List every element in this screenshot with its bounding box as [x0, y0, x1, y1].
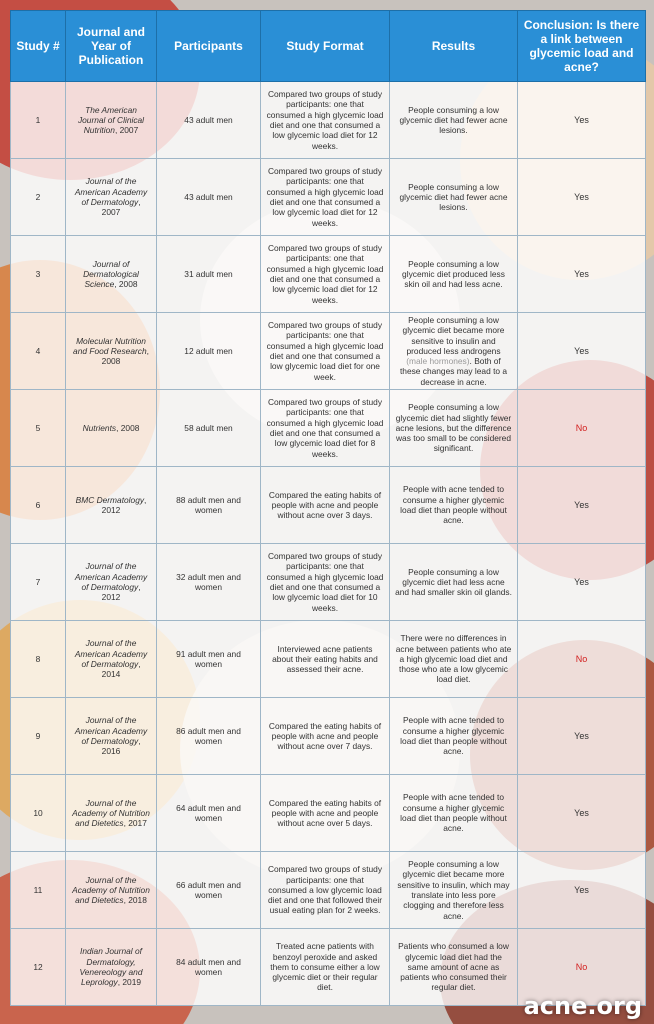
study-number-cell: 9 — [11, 698, 66, 775]
study-number-cell: 3 — [11, 236, 66, 313]
conclusion-cell: Yes — [518, 698, 646, 775]
table-row — [11, 775, 646, 852]
participants-cell: 91 adult men and women — [157, 621, 261, 698]
journal-cell — [66, 621, 157, 698]
table-row — [11, 313, 646, 390]
conclusion-cell: Yes — [518, 82, 646, 159]
study-format-cell: Compared the eating habits of people with acne and people without acne over 7 days. — [261, 698, 390, 775]
conclusion-cell: Yes — [518, 544, 646, 621]
header-participants: Participants — [157, 11, 261, 82]
study-format-cell: Compared two groups of study participants: one that consumed a high glycemic load diet and one that consumed a low glycemic load diet for 12 weeks. — [261, 159, 390, 236]
journal-name: Journal of the American Academy of Dermatology — [74, 176, 148, 207]
results-cell — [390, 929, 518, 1006]
conclusion-cell: Yes — [518, 159, 646, 236]
journal-name: Journal of the Academy of Nutrition and Dietetics — [72, 797, 150, 829]
journal-year: , 2016 — [101, 736, 141, 757]
journal-cell — [66, 313, 157, 390]
study-number-cell: 4 — [11, 313, 66, 390]
journal-year: , 2008 — [116, 422, 140, 433]
journal-name: Molecular Nutrition and Food Research — [73, 335, 147, 356]
results-text: People consuming a low glycemic diet became more sensitive to insulin, which may translate into less pore clogging and therefore less acne. — [397, 859, 510, 921]
journal-cell — [66, 236, 157, 313]
header-study-number: Study # — [11, 11, 66, 82]
journal-name: Journal of the Academy of Nutrition and Dietetics — [72, 874, 150, 906]
journal-year: , 2012 — [101, 582, 141, 603]
results-text: There were no differences in acne between patients who ate a high glycemic load diet and those who ate a low glycemic load diet. — [395, 633, 512, 685]
results-text: People consuming a low glycemic diet had slightly fewer acne lesions, but the difference was too small to be considered significant. — [395, 402, 512, 454]
journal-cell — [66, 82, 157, 159]
results-text-continued: . Both of these changes may lead to a decrease in acne. — [399, 356, 508, 387]
journal-name: Journal of the American Academy of Dermatology — [74, 638, 148, 669]
study-number-cell: 11 — [11, 852, 66, 929]
results-text: People with acne tended to consume a higher glycemic load diet than people without acne. — [400, 715, 507, 757]
table-row — [11, 82, 646, 159]
study-number-cell: 12 — [11, 929, 66, 1006]
table-row — [11, 236, 646, 313]
results-text: People consuming a low glycemic diet became more sensitive to insulin and produced less androgens — [402, 314, 505, 356]
results-cell — [390, 852, 518, 929]
participants-cell: 43 adult men — [157, 159, 261, 236]
results-text: People with acne tended to consume a higher glycemic load diet than people without acne. — [400, 792, 507, 834]
participants-cell: 88 adult men and women — [157, 467, 261, 544]
journal-cell — [66, 852, 157, 929]
journal-cell — [66, 159, 157, 236]
journal-name: Nutrients — [82, 422, 117, 433]
results-cell — [390, 159, 518, 236]
journal-name: The American Journal of Clinical Nutrition — [77, 104, 145, 136]
journal-name: Journal of Dermatological Science — [83, 258, 139, 290]
journal-year: , 2014 — [101, 659, 141, 680]
results-text: People consuming a low glycemic diet had less acne and had smaller skin oil glands. — [395, 566, 512, 598]
results-cell — [390, 467, 518, 544]
conclusion-cell: Yes — [518, 467, 646, 544]
journal-name: BMC Dermatology — [75, 494, 145, 505]
journal-cell — [66, 698, 157, 775]
study-format-cell: Compared two groups of study participants: one that consumed a high glycemic load diet and one that consumed a low glycemic load diet for 12 weeks. — [261, 82, 390, 159]
results-cell — [390, 775, 518, 852]
participants-cell: 84 adult men and women — [157, 929, 261, 1006]
conclusion-cell: No — [518, 390, 646, 467]
results-cell — [390, 621, 518, 698]
conclusion-cell: Yes — [518, 852, 646, 929]
study-format-cell: Compared two groups of study participants: one that consumed a low glycemic load diet and one that followed their usual eating plan for 2 weeks. — [261, 852, 390, 929]
table-header-row — [11, 11, 646, 82]
participants-cell: 43 adult men — [157, 82, 261, 159]
study-format-cell: Treated acne patients with benzoyl peroxide and asked them to consume either a low glycemic diet or their regular diet. — [261, 929, 390, 1006]
studies-table — [10, 10, 646, 1006]
journal-cell — [66, 775, 157, 852]
results-text: People consuming a low glycemic diet had fewer acne lesions. — [399, 181, 508, 213]
conclusion-cell: Yes — [518, 313, 646, 390]
conclusion-cell: No — [518, 621, 646, 698]
participants-cell: 32 adult men and women — [157, 544, 261, 621]
journal-year: , 2012 — [101, 494, 147, 515]
study-number-cell: 2 — [11, 159, 66, 236]
conclusion-cell: Yes — [518, 236, 646, 313]
results-text: People with acne tended to consume a higher glycemic load diet than people without acne. — [400, 484, 507, 526]
journal-name: Indian Journal of Dermatology, Venereology and Leprology — [79, 946, 143, 988]
table-row — [11, 544, 646, 621]
study-number-cell: 8 — [11, 621, 66, 698]
journal-name: Journal of the American Academy of Dermatology — [74, 715, 148, 746]
results-cell — [390, 698, 518, 775]
table-row — [11, 159, 646, 236]
participants-cell: 58 adult men — [157, 390, 261, 467]
results-text: People consuming a low glycemic diet produced less skin oil and had less acne. — [402, 258, 505, 290]
conclusion-cell: No — [518, 929, 646, 1006]
journal-cell — [66, 467, 157, 544]
table-row — [11, 621, 646, 698]
conclusion-cell: Yes — [518, 775, 646, 852]
journal-cell — [66, 929, 157, 1006]
acne-org-logo: acne.org — [523, 992, 642, 1020]
results-cell — [390, 390, 518, 467]
study-number-cell: 5 — [11, 390, 66, 467]
study-format-cell: Compared two groups of study participants: one that consumed a high glycemic load diet and one that consumed a low glycemic load diet for one week. — [261, 313, 390, 390]
participants-cell: 64 adult men and women — [157, 775, 261, 852]
participants-cell: 86 adult men and women — [157, 698, 261, 775]
study-format-cell: Compared two groups of study participants: one that consumed a high glycemic load diet and one that consumed a low glycemic load diet for 10 weeks. — [261, 544, 390, 621]
journal-year: , 2017 — [123, 818, 147, 829]
study-format-cell: Compared two groups of study participants: one that consumed a high glycemic load diet and one that consumed a low glycemic load diet for 8 weeks. — [261, 390, 390, 467]
results-note: (male hormones) — [406, 356, 470, 367]
study-format-cell: Compared two groups of study participants: one that consumed a high glycemic load diet and one that consumed a low glycemic load diet for 12 weeks. — [261, 236, 390, 313]
header-conclusion: Conclusion: Is there a link between glycemic load and acne? — [518, 11, 646, 82]
journal-cell — [66, 544, 157, 621]
journal-year: , 2018 — [123, 895, 147, 906]
table-row — [11, 852, 646, 929]
results-cell — [390, 544, 518, 621]
study-number-cell: 7 — [11, 544, 66, 621]
journal-cell — [66, 390, 157, 467]
journal-year: , 2007 — [114, 125, 139, 136]
results-text: Patients who consumed a low glycemic load diet had the same amount of acne as patients who consumed their regular diet. — [398, 941, 509, 993]
study-number-cell: 6 — [11, 467, 66, 544]
participants-cell: 12 adult men — [157, 313, 261, 390]
header-results: Results — [390, 11, 518, 82]
journal-year: , 2007 — [101, 197, 141, 218]
participants-cell: 66 adult men and women — [157, 852, 261, 929]
header-study-format: Study Format — [261, 11, 390, 82]
journal-year: , 2019 — [117, 977, 142, 988]
journal-year: , 2008 — [101, 345, 149, 367]
study-number-cell: 10 — [11, 775, 66, 852]
journal-name: Journal of the American Academy of Dermatology — [74, 561, 148, 592]
results-cell — [390, 236, 518, 313]
table-row — [11, 390, 646, 467]
results-cell — [390, 313, 518, 390]
study-format-cell: Compared the eating habits of people with acne and people without acne over 5 days. — [261, 775, 390, 852]
header-journal: Journal and Year of Publication — [66, 11, 157, 82]
study-format-cell: Interviewed acne patients about their eating habits and assessed their acne. — [261, 621, 390, 698]
results-text: People consuming a low glycemic diet had fewer acne lesions. — [399, 104, 508, 136]
table-row — [11, 467, 646, 544]
table-row — [11, 698, 646, 775]
participants-cell: 31 adult men — [157, 236, 261, 313]
study-number-cell: 1 — [11, 82, 66, 159]
study-format-cell: Compared the eating habits of people with acne and people without acne over 3 days. — [261, 467, 390, 544]
journal-year: , 2008 — [114, 279, 138, 290]
results-cell — [390, 82, 518, 159]
